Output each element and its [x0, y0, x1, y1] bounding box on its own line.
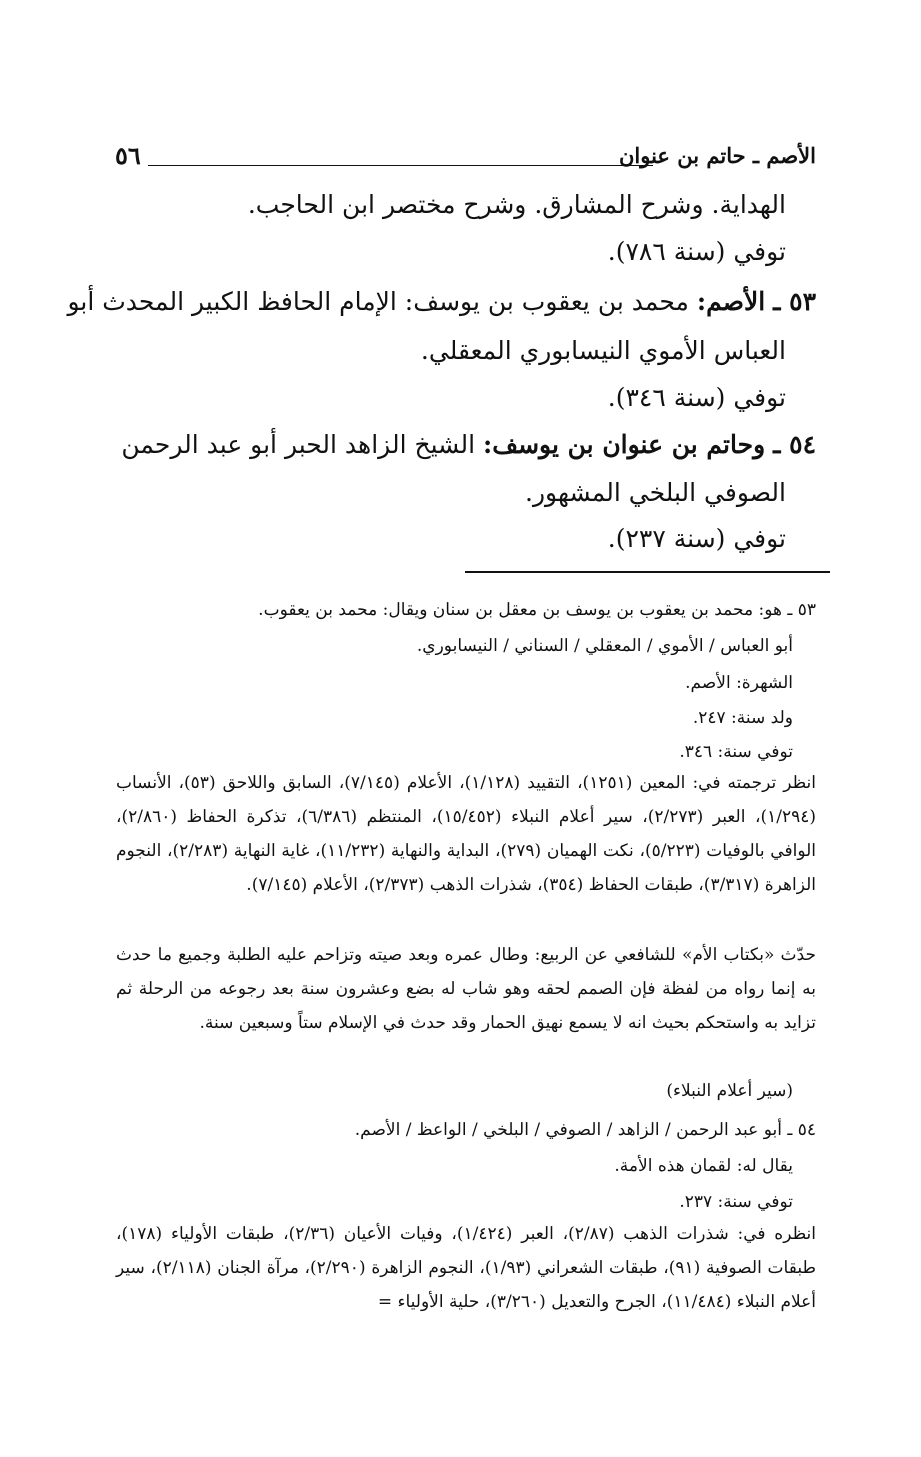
footnote-53-references: انظر ترجمته في: المعين (١٢٥١)، التقييد (١/١٢٨)، الأعلام (٧/١٤٥)، السابق واللاحق (٥٣)، الأنساب (١/٢٩٤)، العبر (٢/٢٧٣)، سير أعلام النبلاء (١٥/٤٥٢)، المنتظم (٦/٣٨٦)، تذكرة الحفاظ (٢/٨٦٠)، الوافي بالوفيات (٥/٢٢٣)، نكت الهميان (٢٧٩)، البداية والنهاية (١١/٢٣٢)، غاية النهاية (٢/٢٨٣)، النجوم الزاهرة (٣/٣١٧)، طبقات الحفاظ (٣٥٤)، شذرات الذهب (٢/٣٧٣)، الأعلام (٧/١٤٥).	[116, 773, 817, 895]
entry-54-number: ٥٤ ـ	[773, 430, 816, 459]
footnote-53-kunya: أبو العباس / الأموي / المعقلي / السناني / النيسابوري.	[416, 636, 793, 656]
entry-53-death-year: توفي (سنة ٣٤٦).	[607, 383, 786, 412]
entry-54-line1	[121, 430, 816, 459]
footnote-54-death: توفي سنة: ٢٣٧.	[679, 1192, 793, 1212]
entry-53-description: محمد بن يعقوب بن يوسف: الإمام الحافظ الكبير المحدث أبو	[67, 287, 689, 316]
page-number: ٥٦	[115, 141, 141, 170]
entry-53-line1	[67, 287, 816, 316]
footnote-53-line1: ٥٣ ـ هو: محمد بن يعقوب بن يوسف بن معقل بن سنان ويقال: محمد بن يعقوب.	[258, 600, 816, 620]
footnote-53-quote: حدّث «بكتاب الأم» للشافعي عن الربيع: وطال عمره وبعد صيته وتزاحم عليه الطلبة وجميع ما حدث به إنما رواه من لفظة فإن الصمم لحقه وهو شاب له بضع وعشرون سنة بعد رجوعه من الرحلة ثم تزايد به واستحكم بحيث انه لا يسمع نهيق الحمار وقد حدث في الإسلام ستاً وسبعين سنة.	[116, 945, 816, 1033]
running-header-title: الأصم ـ حاتم بن عنوان	[618, 143, 816, 168]
footnote-divider	[465, 571, 830, 573]
footnote-53-death: توفي سنة: ٣٤٦.	[679, 742, 793, 762]
footnote-54-references: انظره في: شذرات الذهب (٢/٨٧)، العبر (١/٤٢٤)، وفيات الأعيان (٢/٣٦)، طبقات الأولياء (١٧٨)، طبقات الصوفية (٩١)، طبقات الشعراني (١/٩٣)، النجوم الزاهرة (٢/٢٩٠)، مرآة الجنان (٢/١١٨)، سير أعلام النبلاء (١١/٤٨٤)، الجرح والتعديل (٣/٢٦٠)، حلية الأولياء =	[116, 1224, 816, 1312]
entry-52-death-year: توفي (سنة ٧٨٦).	[607, 237, 786, 266]
entry-54-death-year: توفي (سنة ٢٣٧).	[607, 524, 786, 553]
footnote-54-line1: ٥٤ ـ أبو عبد الرحمن / الزاهد / الصوفي / البلخي / الواعظ / الأصم.	[354, 1120, 816, 1140]
header-rule	[148, 165, 653, 166]
footnote-53-fame: الشهرة: الأصم.	[685, 673, 793, 693]
footnote-53-birth: ولد سنة: ٢٤٧.	[692, 708, 793, 728]
entry-52-continuation-line1: الهداية. وشرح المشارق. وشرح مختصر ابن الحاجب.	[247, 190, 786, 219]
footnote-54-nickname: يقال له: لقمان هذه الأمة.	[614, 1156, 793, 1176]
entry-53-name: الأصم:	[696, 287, 766, 316]
entry-54-description: الشيخ الزاهد الحبر أبو عبد الرحمن	[121, 430, 476, 459]
entry-54-line2: الصوفي البلخي المشهور.	[525, 478, 786, 507]
entry-54-name: وحاتم بن عنوان بن يوسف:	[483, 430, 766, 459]
footnote-53-quote-source: (سير أعلام النبلاء)	[666, 1081, 793, 1101]
entry-53-number: ٥٣ ـ	[773, 287, 816, 316]
entry-53-line2: العباس الأموي النيسابوري المعقلي.	[420, 336, 786, 365]
